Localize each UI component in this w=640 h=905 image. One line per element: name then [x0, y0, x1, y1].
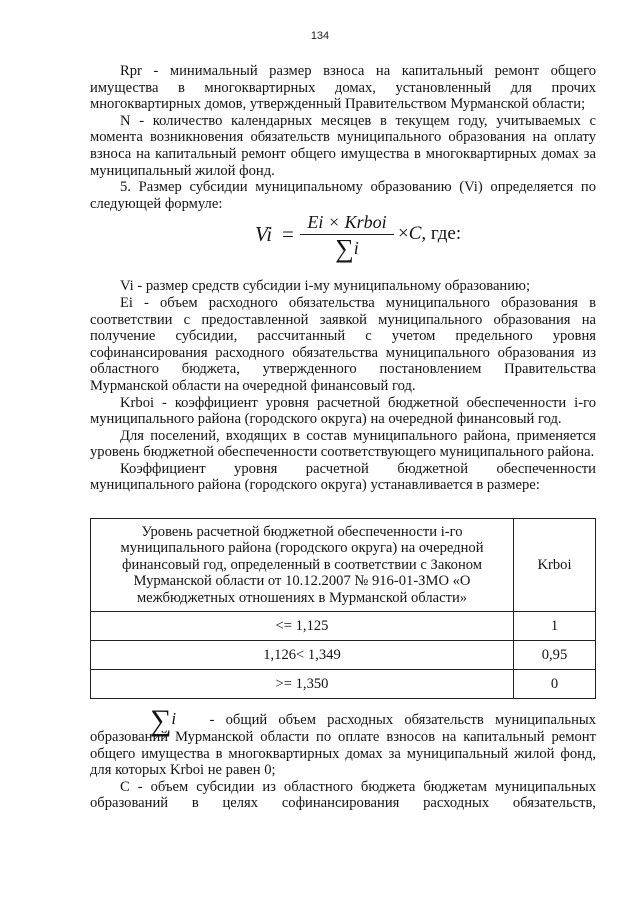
- paragraph-n: N - количество календарных месяцев в текущем году, учитываемых с момента возникновения обязательств муниципального образования на оплату взноса на капитальный ремонт общего имущества в многоквартирных домах за муниципальный жилой фонд.: [90, 112, 596, 179]
- formula-c: C: [408, 223, 422, 245]
- denominator-var: i: [353, 238, 359, 259]
- paragraph-krboi: Krboi - коэффициент уровня расчетной бюджетной обеспеченности i-го муниципального района (городского округа) на очередной финансовый год.: [90, 394, 596, 428]
- formula-rhs: [398, 223, 462, 245]
- formula-tail: , где:: [421, 223, 462, 245]
- paragraph-ei: Ei - объем расходного обязательства муниципального образования в соответствии с предоставленной заявкой муниципального образования на получение субсидии, рассчитанный с учетом предельного уровня софинансирования расходного обязательства муниципального образования из областного бюджета, утвержденного постановлением Правительства Мурманской области на очередной финансовый год.: [90, 294, 596, 394]
- sigma-symbol: ∑: [335, 234, 354, 264]
- paragraph-rpr: Rpr - минимальный размер взноса на капитальный ремонт общего имущества в многоквартирных домах, установленный для прочих многоквартирных домов, утвержденный Правительством Мурманской области;: [90, 63, 596, 113]
- table-row: [91, 670, 596, 699]
- subsidy-formula: [90, 212, 596, 278]
- formula-numerator: Ei × Krboi: [307, 212, 387, 233]
- table-header-level: Уровень расчетной бюджетной обеспеченности i-го муниципального района (городского округа) на очередной финансовый год, определенный в соответствии с Законом Мурманской области от 10.12.2007 № 916-01-ЗМО «О межбюджетных отношениях в Мурманской области»: [91, 519, 514, 612]
- formula-equals: =: [282, 222, 294, 247]
- table-row: [91, 612, 596, 641]
- paragraph-vi: Vi - размер средств субсидии i-му муниципальному образованию;: [120, 278, 530, 295]
- paragraph-coefficient: Коэффициент уровня расчетной бюджетной обеспеченности муниципального района (городского округа) устанавливается в размере:: [90, 460, 596, 494]
- paragraph-c: C - объем субсидии из областного бюджета бюджетам муниципальных образований в целях софинансирования расходных обязательств,: [90, 778, 596, 812]
- formula-lhs: Vi: [255, 222, 273, 247]
- formula-times: ×: [398, 223, 409, 245]
- paragraph-formula-intro: 5. Размер субсидии муниципальному образованию (Vi) определяется по следующей формуле:: [90, 179, 596, 212]
- table-cell-level: 1,126< 1,349: [91, 641, 514, 670]
- formula-denominator: [300, 234, 394, 264]
- table-cell-level: <= 1,125: [91, 612, 514, 641]
- table-header-krboi: Krboi: [514, 519, 596, 612]
- formula-fraction: [300, 212, 394, 264]
- paragraph-sum-text: - общий объем расходных обязательств муниципальных образований Мурманской области по оплате взносов на капитальный ремонт общего имущества в многоквартирных домах за муниципальный жилой фонд, для которых Krboi не равен 0;: [90, 712, 596, 779]
- table-cell-value: 0: [514, 670, 596, 699]
- table-row: [91, 641, 596, 670]
- table-header-row: [91, 519, 596, 612]
- table-cell-value: 0,95: [514, 641, 596, 670]
- table-cell-value: 1: [514, 612, 596, 641]
- page-number: 134: [310, 30, 330, 42]
- paragraph-sum: [90, 704, 596, 779]
- paragraph-settlements: Для поселений, входящих в состав муниципального района, применяется уровень бюджетной обеспеченности соответствующего муниципального района.: [90, 427, 596, 461]
- document-body: [90, 63, 596, 812]
- sum-symbol: ∑$^i$: [150, 704, 177, 738]
- coefficient-table: [90, 518, 596, 699]
- table-cell-level: >= 1,350: [91, 670, 514, 699]
